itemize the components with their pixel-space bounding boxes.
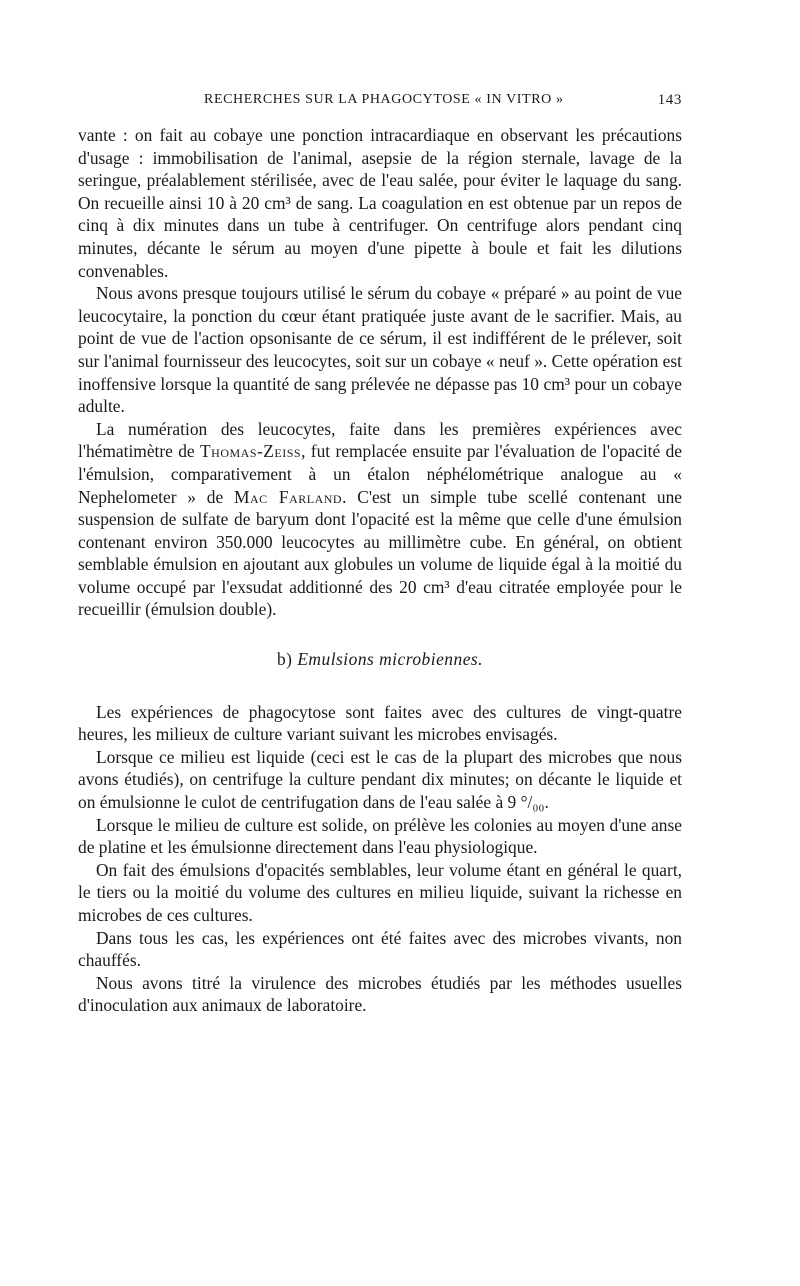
text-run: . C'est un simple tube scellé contenant une suspension de sulfate de baryum dont l'opacité est la même que celle d'une émulsion contenant environ 350.000 leucocytes au millimètre cube. En général, on obtient semblable émulsion en ajoutant aux globules un volume de liquide égal à la moitié du volume occupé par l'exsudat additionné des 20 cm³ d'eau citratée employée pour le recueillir (émulsion double).	[78, 486, 682, 620]
paragraph-serum: Nous avons presque toujours utilisé le sérum du cobaye « préparé » au point de vue leucocytaire, la ponction du cœur étant pratiquée juste avant de le sacrifier. Mais, au point de vue de l'action opsonisante de ce sérum, il est indifférent de le prélever, soit sur l'animal fournisseur des leucocytes, soit sur un cobaye « neuf ». Cette opération est inoffensive lorsque la quantité de sang prélevée ne dépasse pas 10 cm³ pour un cobaye adulte.	[78, 283, 682, 417]
paragraph-liquid-medium: Lorsque ce milieu est liquide (ceci est le cas de la plupart des microbes que nous avons étudiés), on centrifuge la culture pendant dix minutes; on décante le liquide et on émulsionne le culot de centrifugation dans de l'eau salée à 9 °/₀₀.	[78, 746, 682, 813]
section-letter: b)	[276, 649, 293, 670]
page-number: 143	[657, 92, 682, 108]
paragraph-live-microbes: Dans tous les cas, les expériences ont été faites avec des microbes vivants, non chauffés.	[78, 927, 682, 971]
running-title: RECHERCHES SUR LA PHAGOCYTOSE « IN VITRO »	[204, 92, 564, 107]
text-run: La numération des leucocytes, faite dans les premières expériences avec l'hématimètre de	[78, 418, 682, 462]
text-run: , fut remplacée ensuite par l'évaluation de l'opacité de l'émulsion, comparativement à un étalon néphélométrique analogue au « Nephelometer » de	[78, 441, 682, 507]
paragraph-solid-medium: Lorsque le milieu de culture est solide, on prélève les colonies au moyen d'une anse de platine et les émulsionne directement dans l'eau physiologique.	[78, 814, 682, 858]
paragraph-opacity: On fait des émulsions d'opacités semblables, leur volume étant en général le quart, le tiers ou la moitié du volume des cultures en milieu liquide, suivant la richesse en microbes de ces cultures.	[78, 859, 682, 925]
paragraph-continued: vante : on fait au cobaye une ponction intracardiaque en observant les précautions d'usage : immobilisation de l'animal, asepsie de la région sternale, lavage de la seringue, préalablement stérilisée, avec de l'eau salée, pour éviter le laquage du sang. On recueille ainsi 10 à 20 cm³ de sang. La coagulation en est obtenue par un repos de cinq à dix minutes dans un tube à centrifuger. On centrifuge alors pendant cinq minutes, décante le sérum au moyen d'une pipette à boule et fait les dilutions convenables.	[78, 125, 682, 281]
paragraph-virulence: Nous avons titré la virulence des microbes étudiés par les méthodes usuelles d'inoculation aux animaux de laboratoire.	[78, 972, 682, 1016]
author-name-thomas-zeiss: Thomas-Zeiss	[200, 441, 302, 462]
paragraph-leucocyte-count	[78, 418, 682, 621]
page-body	[78, 124, 682, 1017]
section-heading	[78, 648, 682, 671]
section-title: Emulsions microbiennes.	[297, 649, 484, 670]
paragraph-cultures: Les expériences de phagocytose sont faites avec des cultures de vingt-quatre heures, les milieux de culture variant suivant les microbes envisagés.	[78, 701, 682, 745]
author-name-mac-farland: Mac Farland	[233, 486, 343, 507]
